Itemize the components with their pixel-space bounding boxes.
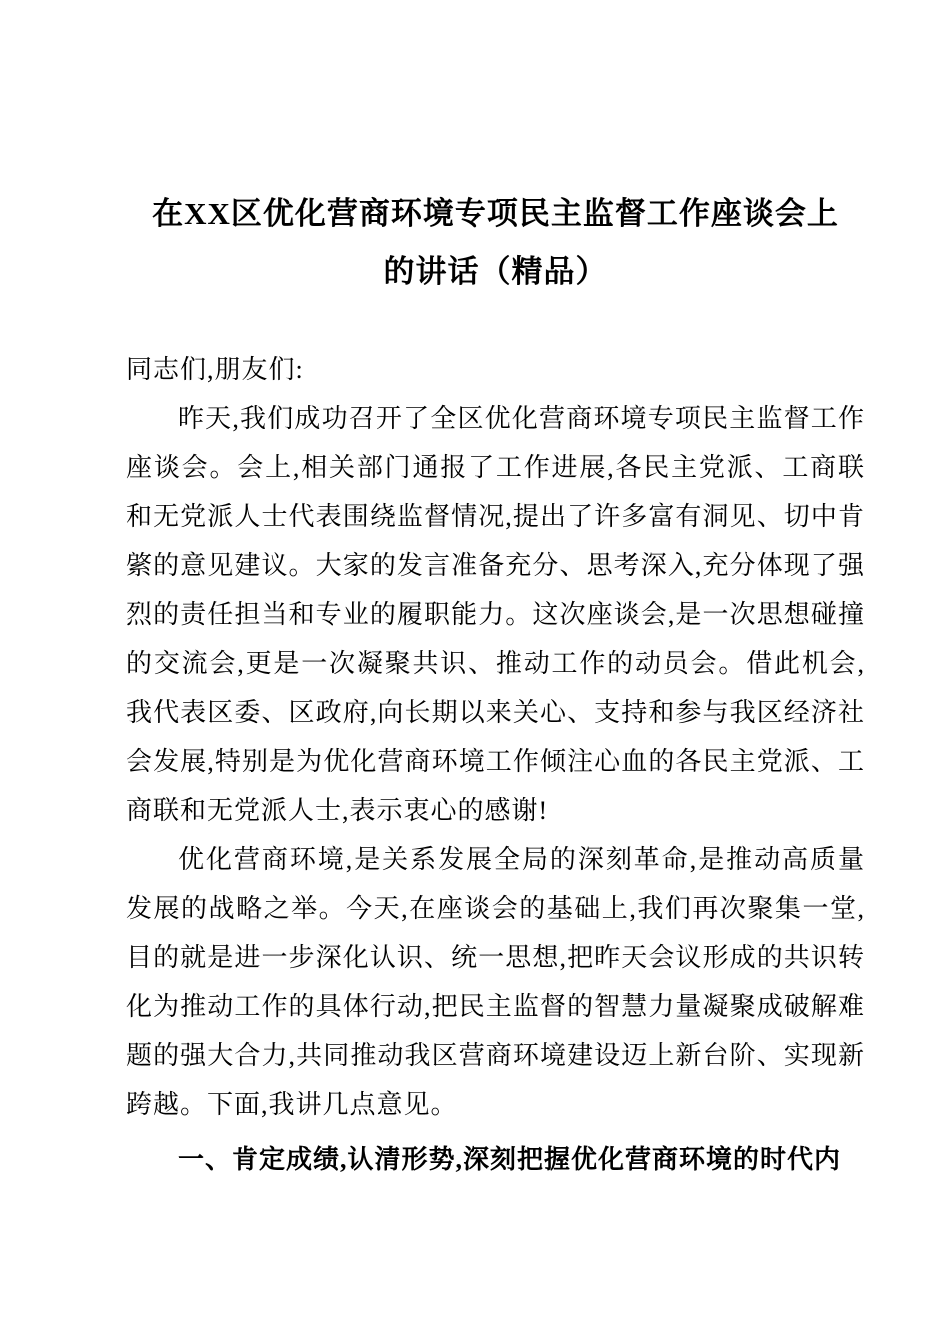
salutation: 同志们,朋友们:: [126, 355, 304, 384]
document-title-line-2: 的讲话（精品）: [383, 254, 608, 289]
paragraph-2: 优化营商环境,是关系发展全局的深刻革命,是推动高质量发展的战略之举。今天,在座谈会的基础上,我们再次聚集一堂,目的就是进一步深化认识、统一思想,把昨天会议形成的共识转化为推动工作的具体行动,把民主监督的智慧力量凝聚成破解难题的强大合力,共同推动我区营商环境建设迈上新台阶、实现新跨越。下面,我讲几点意见。: [126, 845, 865, 1119]
document-body: [126, 345, 865, 1184]
section-heading-1: 一、肯定成绩,认清形势,深刻把握优化营商环境的时代内: [178, 1145, 842, 1174]
document-content: [0, 185, 950, 1184]
document-title: [126, 185, 865, 301]
paragraph-1: 昨天,我们成功召开了全区优化营商环境专项民主监督工作座谈会。会上,相关部门通报了工作进展,各民主党派、工商联和无党派人士代表围绕监督情况,提出了许多富有洞见、切中肯綮的意见建议。大家的发言准备充分、思考深入,充分体现了强烈的责任担当和专业的履职能力。这次座谈会,是一次思想碰撞的交流会,更是一次凝聚共识、推动工作的动员会。借此机会,我代表区委、区政府,向长期以来关心、支持和参与我区经济社会发展,特别是为优化营商环境工作倾注心血的各民主党派、工商联和无党派人士,表示衷心的感谢!: [126, 404, 865, 825]
document-title-line-1: 在XX区优化营商环境专项民主监督工作座谈会上: [152, 196, 839, 231]
